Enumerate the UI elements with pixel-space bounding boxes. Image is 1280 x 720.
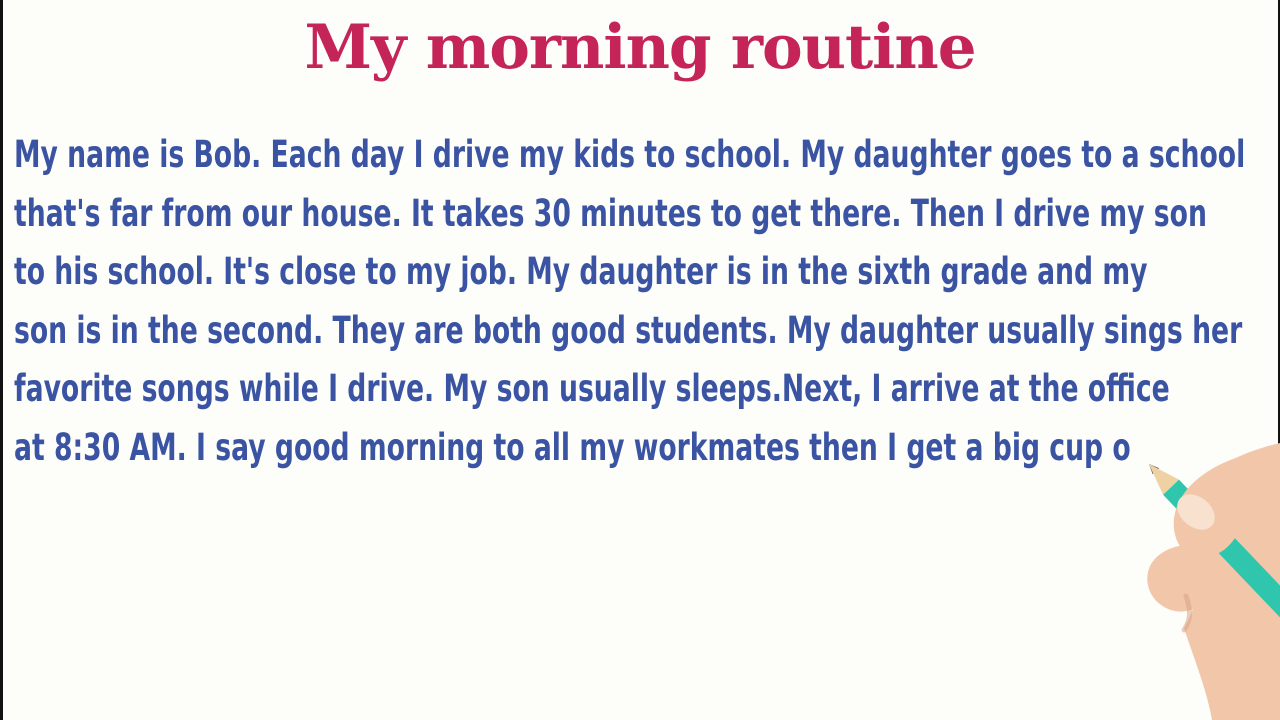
story-line-6: at 8:30 AM. I say good morning to all my workmates then I get a big cup o: [14, 425, 1131, 469]
story-line-2: that's far from our house. It takes 30 minutes to get there. Then I drive my son: [14, 191, 1207, 235]
story-line-3: to his school. It's close to my job. My daughter is in the sixth grade and my: [14, 250, 1148, 293]
story-text: [14, 126, 1280, 477]
left-edge-bar: [0, 0, 3, 720]
writing-hand-illustration: [1100, 440, 1280, 720]
story-line-1: My name is Bob. Each day I drive my kids to school. My daughter goes to a school: [14, 133, 1246, 176]
page-title: My morning routine: [304, 12, 976, 83]
story-line-4: son is in the second. They are both good students. My daughter usually sings her: [14, 308, 1243, 352]
story-line-5: favorite songs while I drive. My son usually sleeps.Next, I arrive at the office: [14, 367, 1170, 410]
